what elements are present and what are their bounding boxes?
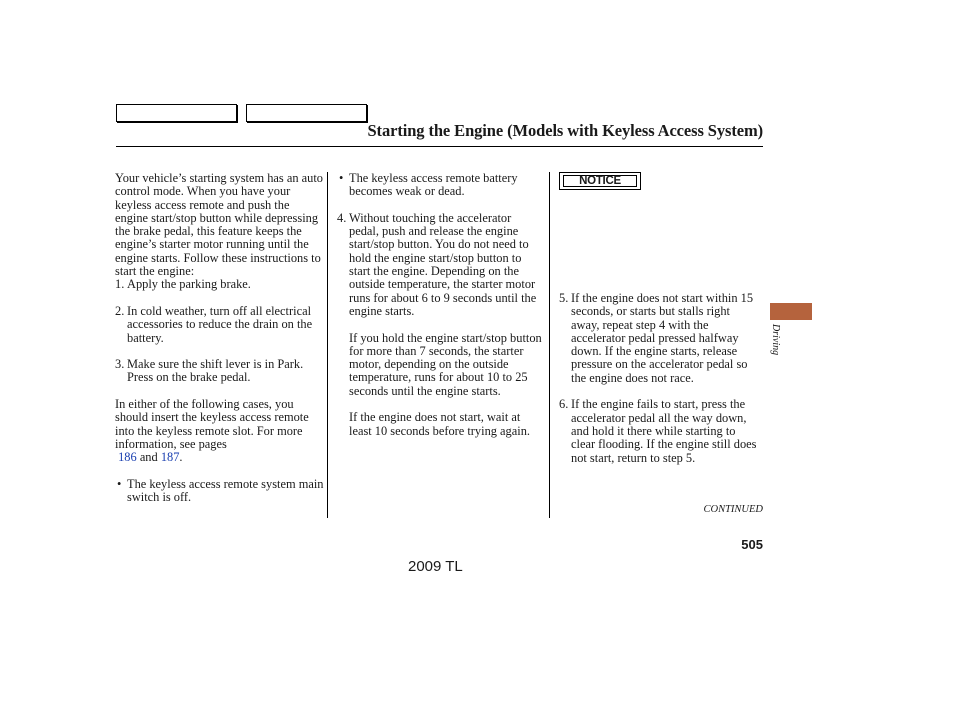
step-number: 6. [559, 397, 569, 412]
step-text: Apply the parking brake. [127, 277, 251, 292]
step-2 [115, 305, 325, 345]
column-2 [337, 172, 542, 438]
step-text: Without touching the accelerator pedal, push and release the engine start/stop button. You do not need to hold the engine start/stop button to start the engine. Depending on the outside temperature, the starter motor runs for about 6 to 9 seconds until the engine starts. [349, 210, 537, 318]
cases-paragraph [115, 398, 325, 464]
and-text: and [139, 450, 158, 465]
step-text: In cold weather, turn off all electrical accessories to reduce the drain on the battery. [127, 303, 313, 345]
page-title: Starting the Engine (Models with Keyless Access System) [367, 121, 763, 140]
title-rule [116, 146, 763, 147]
step-6 [559, 398, 759, 464]
notice-label-box [559, 172, 641, 190]
step-number: 5. [559, 291, 569, 305]
step-5 [559, 292, 759, 385]
step-number: 3. [115, 357, 125, 372]
intro-paragraph: Your vehicle’s starting system has an auto control mode. When you have your keyless access remote and push the engine start/stop button while depressing the brake pedal, this feature keeps the engine’s starter motor running until the engine starts. Follow these instructions to start the engine: [115, 171, 323, 279]
step-text: Make sure the shift lever is in Park. Press on the brake pedal. [127, 357, 304, 385]
column-divider-2 [549, 172, 550, 518]
section-tab [770, 303, 812, 320]
section-label [768, 324, 782, 364]
step-number: 2. [115, 303, 125, 318]
period-text: . [179, 450, 183, 465]
nostart-paragraph: If the engine does not start, wait at least 10 seconds before trying again. [349, 410, 530, 438]
cases-text: In either of the following cases, you should insert the keyless access remote into the keyless remote slot. For more information, see pages [115, 397, 309, 451]
column-divider-1 [327, 172, 328, 518]
bullet-icon: • [117, 476, 122, 491]
step-number: 1. [115, 277, 125, 292]
step-1 [115, 278, 325, 291]
nav-button-index[interactable] [246, 104, 367, 122]
model-footer: 2009 TL [408, 558, 463, 575]
step-3 [115, 358, 325, 385]
notice-label: NOTICE [563, 175, 637, 187]
step-4 [337, 212, 542, 438]
bullet-text: The keyless access remote battery becomes weak or dead. [349, 171, 518, 199]
hold-paragraph: If you hold the engine start/stop button for more than 7 seconds, the starter motor, depending on the outside temperature, runs for about 10 to 25 seconds until the engine starts. [349, 330, 542, 398]
column-1 [115, 172, 325, 504]
page-link-186[interactable]: 186 [118, 450, 137, 465]
section-label-text: Driving [770, 324, 781, 356]
nav-button-contents[interactable] [116, 104, 237, 122]
bullet-battery-weak [337, 172, 542, 199]
bullet-main-switch-off [115, 478, 325, 505]
column-3 [559, 292, 759, 465]
step-text: If the engine fails to start, press the accelerator pedal all the way down, and hold it there while starting to clear flooding. If the engine still does not start, return to step 5. [571, 397, 757, 465]
step-text: If the engine does not start within 15 seconds, or starts but stalls right away, repeat step 4 with the accelerator pedal pressed halfway down. If the engine starts, release pressure on the accelerator pedal so the engine does not race. [571, 291, 754, 385]
step-number: 4. [337, 210, 347, 225]
bullet-icon: • [339, 171, 344, 185]
continued-label: CONTINUED [703, 504, 763, 515]
bullet-text: The keyless access remote system main switch is off. [127, 476, 324, 505]
page-number: 505 [741, 537, 763, 552]
page-link-187[interactable]: 187 [160, 450, 180, 465]
